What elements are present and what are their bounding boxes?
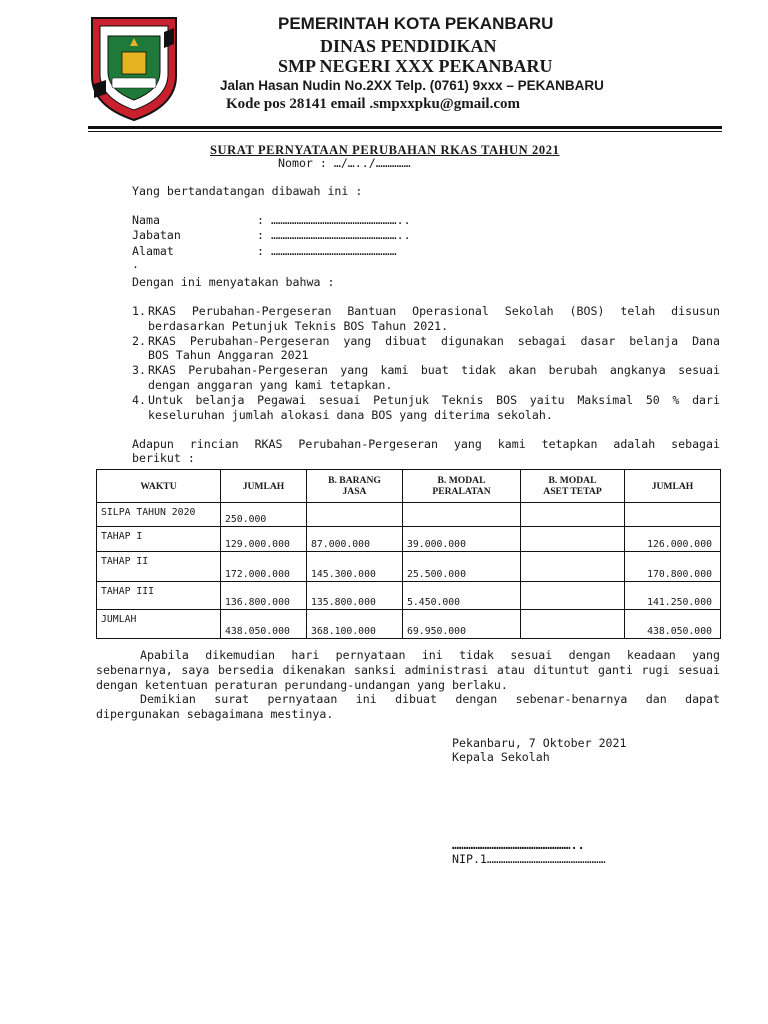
table-row <box>97 527 721 552</box>
statement-intro: Dengan ini menyatakan bahwa : <box>132 275 335 289</box>
closing-paragraph-line: Apabila dikemudian hari pernyataan ini tidak sesuai dengan keadaan yang <box>140 648 720 662</box>
place-date: Pekanbaru, 7 Oktober 2021 <box>452 736 627 750</box>
cell-jumlah <box>221 552 307 582</box>
cell-text: 141.250.000 <box>647 597 712 608</box>
cell-total <box>625 503 721 527</box>
item-line: BOS Tahun Anggaran 2021 <box>148 348 309 362</box>
cell-text: 170.800.000 <box>647 569 712 580</box>
cell-text: 438.050.000 <box>647 626 712 637</box>
letterhead-divider-thin <box>88 131 722 132</box>
rkas-table <box>96 469 721 639</box>
field-value-nama: : ……………………………………………….. <box>257 213 411 227</box>
cell-total <box>625 582 721 610</box>
cell-text: 438.050.000 <box>225 626 290 637</box>
letterhead-school: SMP NEGERI XXX PEKANBARU <box>278 56 553 76</box>
cell-aset <box>521 582 625 610</box>
item-line: RKAS Perubahan-Pergeseran yang kami buat tidak akan berubah angkanya sesuai <box>148 363 720 377</box>
cell-jumlah <box>221 610 307 639</box>
item-number: 2. <box>132 334 146 348</box>
document-title: SURAT PERNYATAAN PERUBAHAN RKAS TAHUN 2021 <box>210 143 560 157</box>
cell-peralatan <box>403 552 521 582</box>
table-header-row <box>97 470 721 503</box>
field-label-jabatan: Jabatan <box>132 228 181 242</box>
cell-barang <box>307 552 403 582</box>
cell-text: 39.000.000 <box>407 539 466 550</box>
cell-jumlah <box>221 582 307 610</box>
cell-peralatan <box>403 610 521 639</box>
cell-aset <box>521 610 625 639</box>
stray-dot: . <box>132 257 139 271</box>
cell-barang <box>307 527 403 552</box>
header-modal-peralatan: B. MODAL PERALATAN <box>403 470 521 503</box>
cell-peralatan <box>403 527 521 552</box>
cell-text: 172.000.000 <box>225 569 290 580</box>
closing-paragraph-line: dipergunakan sebagaimana mestinya. <box>96 707 334 721</box>
item-line: keseluruhan jumlah alokasi dana BOS yang diterima sekolah. <box>148 408 553 422</box>
item-number: 4. <box>132 393 146 407</box>
item-line: Untuk belanja Pegawai sesuai Petunjuk Teknis BOS yaitu Maksimal 50 % dari <box>148 393 720 407</box>
cell-jumlah <box>221 503 307 527</box>
cell-total <box>625 610 721 639</box>
cell-text: 87.000.000 <box>311 539 370 550</box>
cell-jumlah <box>221 527 307 552</box>
cell-text: TAHAP II <box>101 556 149 567</box>
cell-text: 69.950.000 <box>407 626 466 637</box>
field-label-nama: Nama <box>132 213 160 227</box>
pekanbaru-city-emblem-icon <box>88 14 180 124</box>
signer-position: Kepala Sekolah <box>452 750 550 764</box>
cell-text: 5.450.000 <box>407 597 461 608</box>
item-line: dengan anggaran yang kami tetapkan. <box>148 378 393 392</box>
cell-waktu <box>97 552 221 582</box>
field-value-alamat: : ……………………………………………… <box>257 244 397 258</box>
cell-text: 25.500.000 <box>407 569 466 580</box>
cell-text: 145.300.000 <box>311 569 376 580</box>
cell-text: 136.800.000 <box>225 597 290 608</box>
cell-peralatan <box>403 582 521 610</box>
cell-waktu <box>97 610 221 639</box>
letterhead-email: Kode pos 28141 email .smpxxpku@gmail.com <box>226 96 520 112</box>
table-row <box>97 552 721 582</box>
cell-waktu <box>97 503 221 527</box>
cell-text: 250.000 <box>225 514 267 525</box>
cell-total <box>625 552 721 582</box>
cell-text: JUMLAH <box>101 614 137 625</box>
table-row <box>97 610 721 639</box>
cell-text: 135.800.000 <box>311 597 376 608</box>
cell-barang <box>307 610 403 639</box>
cell-text: TAHAP III <box>101 586 155 597</box>
table-row <box>97 582 721 610</box>
header-barang-jasa: B. BARANG JASA <box>307 470 403 503</box>
item-number: 1. <box>132 304 146 318</box>
cell-text: 126.000.000 <box>647 539 712 550</box>
closing-paragraph-line: dengan ketentuan peraturan perundang-undangan yang berlaku. <box>96 678 508 692</box>
table-intro-cont: berikut : <box>132 451 195 465</box>
intro-text: Yang bertandatangan dibawah ini : <box>132 184 363 198</box>
signer-nip: NIP.1…………………………………………… <box>452 852 606 866</box>
cell-text: TAHAP I <box>101 531 143 542</box>
cell-text: SILPA TAHUN 2020 <box>101 507 196 518</box>
closing-paragraph-line: sebenarnya, saya bersedia dikenakan sanksi administrasi atau dituntut ganti rugi sesuai <box>96 663 720 677</box>
item-line: RKAS Perubahan-Pergeseran yang dibuat digunakan sebagai dasar belanja Dana <box>148 334 720 348</box>
document-number: Nomor : …/…../…………… <box>278 156 411 170</box>
cell-total <box>625 527 721 552</box>
cell-aset <box>521 503 625 527</box>
header-total: JUMLAH <box>625 470 721 503</box>
cell-barang <box>307 582 403 610</box>
item-number: 3. <box>132 363 146 377</box>
letterhead-address: Jalan Hasan Nudin No.2XX Telp. (0761) 9xxx – PEKANBARU <box>220 78 604 93</box>
letterhead-government: PEMERINTAH KOTA PEKANBARU <box>278 14 554 33</box>
cell-aset <box>521 552 625 582</box>
letterhead-divider <box>88 126 722 129</box>
cell-waktu <box>97 582 221 610</box>
cell-barang <box>307 503 403 527</box>
header-jumlah: JUMLAH <box>221 470 307 503</box>
closing-paragraph-line: Demikian surat pernyataan ini dibuat dengan sebenar-benarnya dan dapat <box>140 692 720 706</box>
field-value-jabatan: : ……………………………………………….. <box>257 228 411 242</box>
header-waktu: WAKTU <box>97 470 221 503</box>
cell-text: 368.100.000 <box>311 626 376 637</box>
field-label-alamat: Alamat <box>132 244 174 258</box>
table-intro: Adapun rincian RKAS Perubahan-Pergeseran yang kami tetapkan adalah sebagai <box>132 437 720 451</box>
signature-line: …………………………………………….. <box>452 838 585 852</box>
cell-text: 129.000.000 <box>225 539 290 550</box>
cell-waktu <box>97 527 221 552</box>
table-row <box>97 503 721 527</box>
cell-peralatan <box>403 503 521 527</box>
item-line: berdasarkan Petunjuk Teknis BOS Tahun 2021. <box>148 319 449 333</box>
cell-aset <box>521 527 625 552</box>
header-modal-aset: B. MODAL ASET TETAP <box>521 470 625 503</box>
item-line: RKAS Perubahan-Pergeseran Bantuan Operasional Sekolah (BOS) telah disusun <box>148 304 720 318</box>
letterhead-office: DINAS PENDIDIKAN <box>320 36 497 56</box>
